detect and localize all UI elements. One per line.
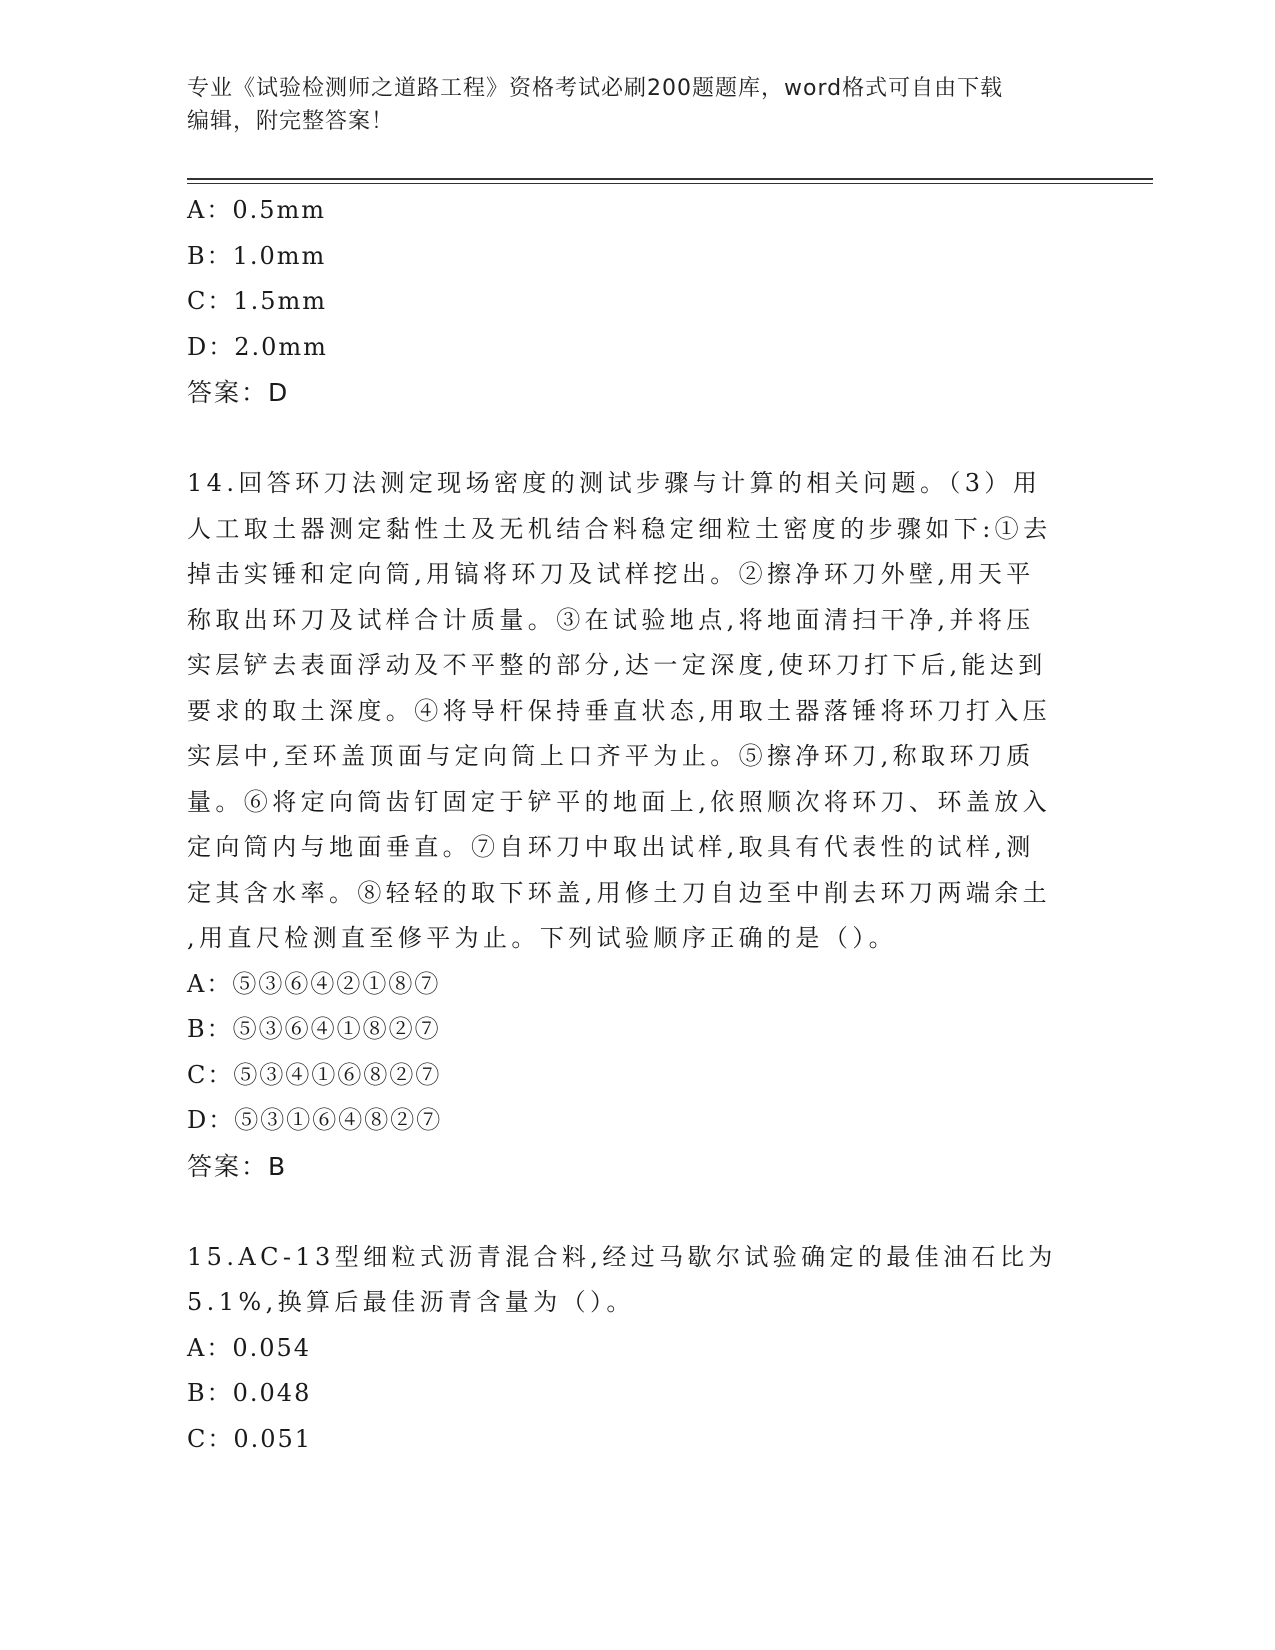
question-stem-line: 实层铲去表面浮动及不平整的部分,达一定深度,使环刀打下后,能达到 [187, 651, 1047, 679]
question-stem-line: 15.AC-13型细粒式沥青混合料,经过马歇尔试验确定的最佳油石比为 [187, 1242, 1057, 1271]
question-stem-line: 定其含水率。⑧轻轻的取下环盖,用修土刀自边至中削去环刀两端余土 [187, 878, 1052, 907]
option-a: A：0.5mm [187, 196, 327, 224]
answer-label: 答案：D [187, 378, 290, 407]
question-stem-line: 人工取土器测定黏性土及无机结合料稳定细粒土密度的步骤如下:①去 [187, 514, 1052, 543]
spacer [187, 416, 1087, 462]
option-a: A：⑤③⑥④②①⑧⑦ [187, 969, 441, 998]
question-13 [187, 188, 1087, 416]
answer-label: 答案：B [187, 1151, 288, 1181]
question-14 [187, 461, 1087, 1189]
header-divider-thick [187, 178, 1153, 180]
option-a: A：0.054 [187, 1333, 312, 1362]
header-divider-thin [187, 183, 1153, 184]
header-line-2: 编辑，附完整答案！ [187, 109, 395, 134]
question-stem-line: 14.回答环刀法测定现场密度的测试步骤与计算的相关问题。（3）用 [187, 469, 1042, 497]
page-header [187, 72, 1067, 138]
header-line-1: 专业《试验检测师之道路工程》资格考试必刷200题题库，word格式可自由下载 [187, 76, 1004, 101]
question-15 [187, 1235, 1087, 1463]
question-stem-line: 5.1%,换算后最佳沥青含量为（）。 [187, 1288, 635, 1316]
question-stem-line: 实层中,至环盖顶面与定向筒上口齐平为止。⑤擦净环刀,称取环刀质 [187, 742, 1035, 770]
question-stem-line: 掉击实锤和定向筒,用镐将环刀及试样挖出。②擦净环刀外壁,用天平 [187, 560, 1035, 588]
option-d: D：2.0mm [187, 332, 328, 361]
option-c: C：⑤③④①⑥⑧②⑦ [187, 1060, 442, 1089]
question-stem-line: 量。⑥将定向筒齿钉固定于铲平的地面上,依照顺次将环刀、环盖放入 [187, 787, 1052, 816]
question-stem-line: 定向筒内与地面垂直。⑦自环刀中取出试样,取具有代表性的试样,测 [187, 833, 1035, 861]
question-stem-line: ,用直尺检测直至修平为止。下列试验顺序正确的是（）。 [187, 924, 898, 952]
question-content [187, 188, 1087, 1462]
question-stem-line: 称取出环刀及试样合计质量。③在试验地点,将地面清扫干净,并将压 [187, 605, 1035, 634]
option-d: D：⑤③①⑥④⑧②⑦ [187, 1106, 443, 1134]
spacer [187, 1189, 1087, 1235]
question-stem-line: 要求的取土深度。④将导杆保持垂直状态,用取土器落锤将环刀打入压 [187, 696, 1052, 725]
option-c: C：1.5mm [187, 287, 328, 315]
option-c: C：0.051 [187, 1424, 313, 1453]
option-b: B：0.048 [187, 1379, 312, 1407]
option-b: B：1.0mm [187, 241, 327, 270]
option-b: B：⑤③⑥④①⑧②⑦ [187, 1015, 441, 1043]
